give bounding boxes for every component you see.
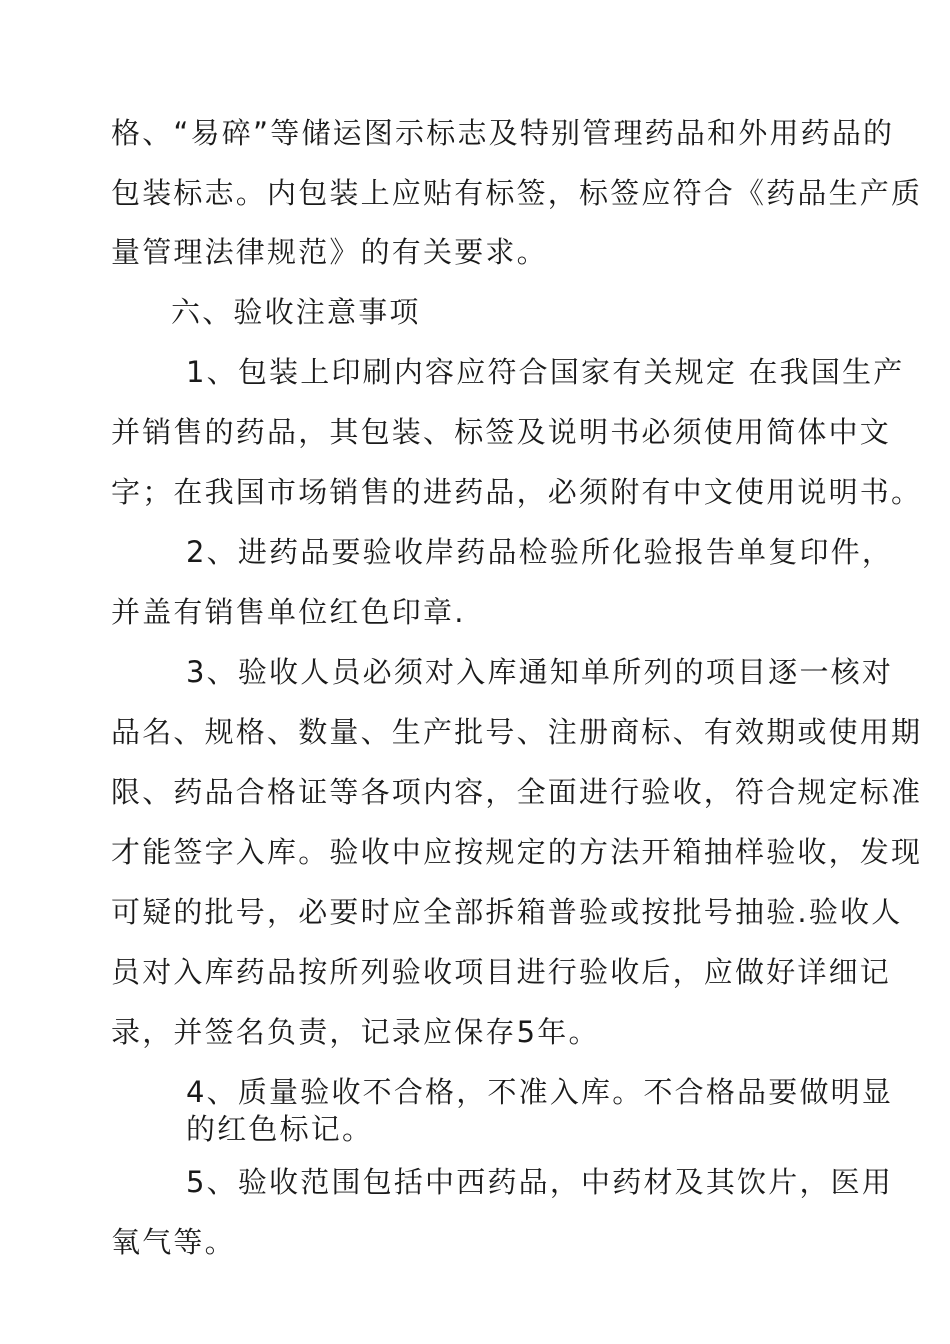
text-line: 并销售的药品，其包装、标签及说明书必须使用简体中文: [111, 415, 892, 449]
text-line: 录，并签名负责，记录应保存5年。: [111, 1015, 600, 1049]
text-line: 量管理法律规范》的有关要求。: [111, 235, 548, 269]
text-line: 员对入库药品按所列验收项目进行验收后，应做好详细记: [111, 955, 892, 989]
text-line: 可疑的批号，必要时应全部拆箱普验或按批号抽验.验收人: [111, 895, 903, 929]
section-heading: 六、验收注意事项: [171, 295, 421, 329]
text-line: 1、包装上印刷内容应符合国家有关规定 在我国生产: [186, 355, 905, 389]
text-line: 字；在我国市场销售的进药品，必须附有中文使用说明书。: [111, 475, 923, 509]
text-line: 并盖有销售单位红色印章.: [111, 595, 466, 629]
text-line: 2、进药品要验收岸药品检验所化验报告单复印件，: [186, 535, 894, 569]
text-line: 氧气等。: [111, 1225, 236, 1259]
text-line: 品名、规格、数量、生产批号、注册商标、有效期或使用期: [111, 715, 923, 749]
text-line: 4、质量验收不合格，不准入库。不合格品要做明显: [186, 1075, 894, 1109]
text-line: 包装标志。内包装上应贴有标签，标签应符合《药品生产质: [111, 176, 923, 210]
text-line: 格、“易碎”等储运图示标志及特别管理药品和外用药品的: [111, 116, 895, 150]
text-line: 限、药品合格证等各项内容，全面进行验收，符合规定标准: [111, 775, 923, 809]
text-line: 才能签字入库。验收中应按规定的方法开箱抽样验收，发现: [111, 835, 923, 869]
text-line: 3、验收人员必须对入库通知单所列的项目逐一核对: [186, 655, 894, 689]
text-line: 的红色标记。: [186, 1112, 374, 1146]
text-line: 5、验收范围包括中西药品，中药材及其饮片，医用: [186, 1165, 894, 1199]
